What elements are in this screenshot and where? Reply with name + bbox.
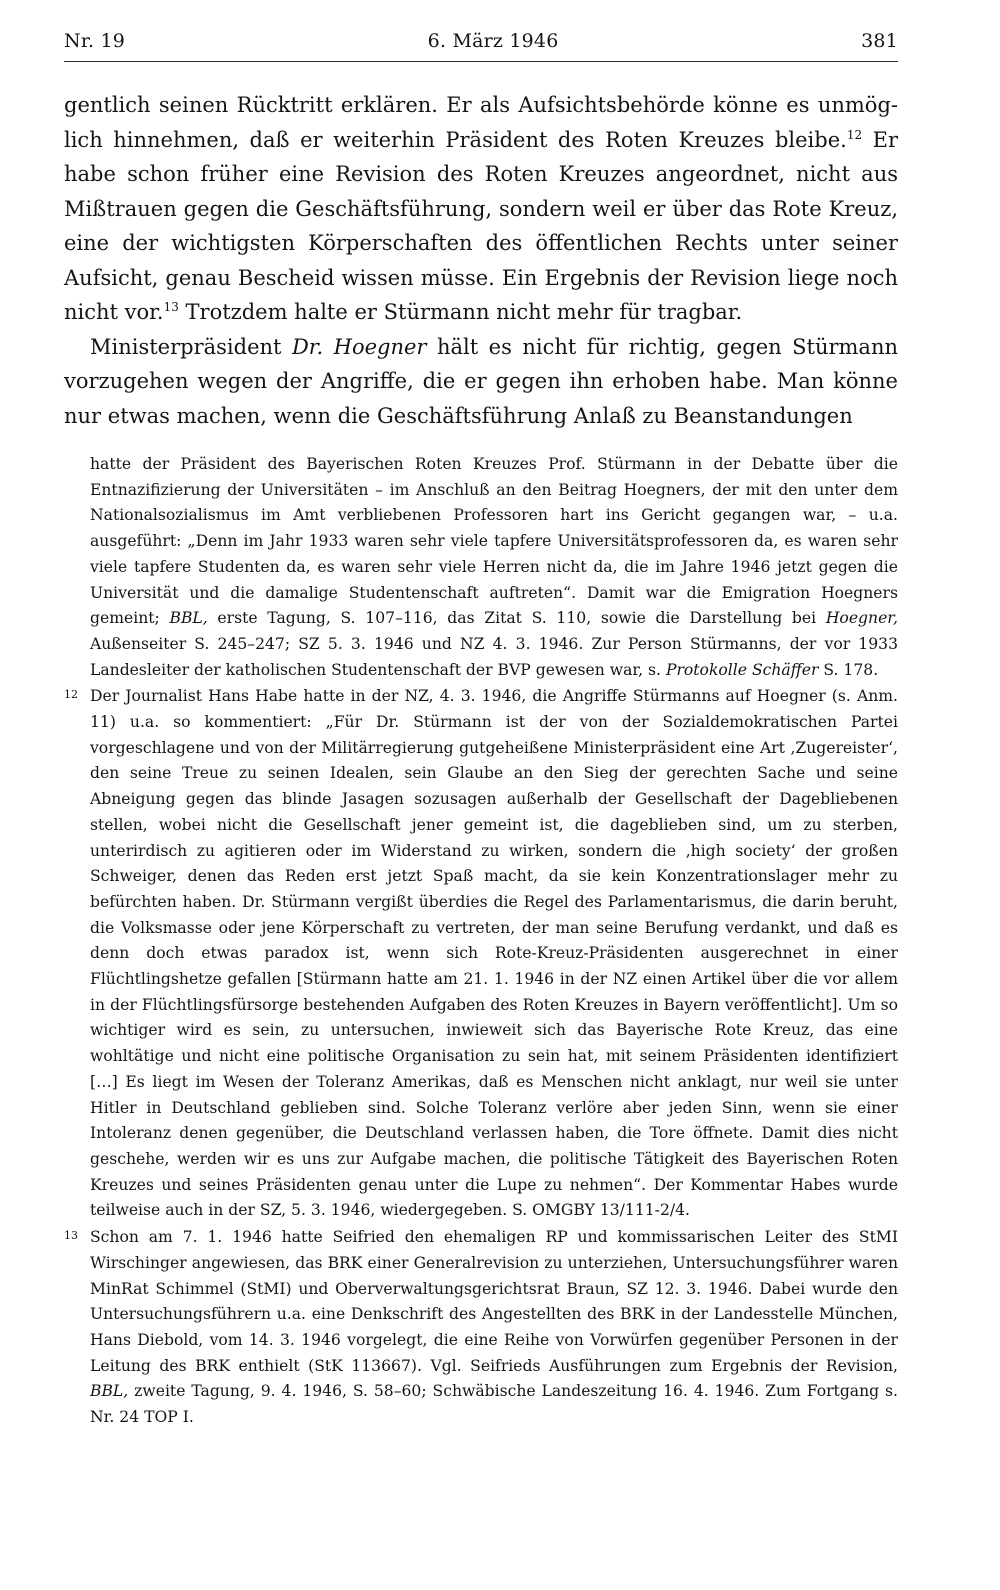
page-number: 381 — [861, 30, 898, 52]
text-run: Außenseiter S. 245–247; SZ 5. 3. 1946 und NZ 4. 3. 1946. Zur Person Stürmanns, der vor 1933 Landesleiter der katholischen Studentenschaft der BVP gewesen war, s. — [90, 634, 898, 679]
text-run: hält es nicht für richtig, gegen Stürmann vorzugehen wegen der Angriffe, die er gegen ihn erhoben habe. Man könne nur etwas machen, wenn die Geschäftsführung Anlaß zu Beanstandungen — [64, 334, 898, 428]
issue-number: Nr. 19 — [64, 30, 126, 52]
footnote-continuation — [64, 452, 898, 683]
footnote-12 — [64, 684, 898, 1224]
footnote-13 — [64, 1225, 898, 1431]
footnote-ref[interactable]: 12 — [846, 127, 863, 142]
text-run: Er habe schon früher eine Revision des Roten Kreuzes angeordnet, nicht aus Mißtrauen gegen die Geschäftsführung, sondern weil er über das Rote Kreuz, eine der wichtigsten Körperschaften des öffentlichen Rechts unter seiner Aufsicht, genau Bescheid wissen müsse. Ein Ergebnis der Revision liege noch nicht vor. — [64, 127, 899, 324]
author-name: Hoegner, — [825, 609, 898, 628]
text-run: gentlich seinen Rücktritt erklären. Er als Aufsichtsbehörde könne es unmöglich hinnehmen, daß er weiterhin Präsident des Roten Kreuzes bleibe. — [64, 93, 898, 152]
text-run: Der Journalist Hans Habe hatte in der NZ, 4. 3. 1946, die Angriffe Stürmanns auf Hoegner (s. Anm. 11) u.a. so kommentiert: „Für Dr. Stürmann ist der von der Sozialdemokratischen Partei vorgeschlagene und von der Militärregierung gutgeheißene Ministerpräsident eine Art ‚Zugereister‘, den seine Treue zu seinen Idealen, sein Glaube an den Sieg der gerechten Sache und seine Abneigung gegen das blinde Jasagen sozusagen außerhalb der Gesellschaft der Dagebliebenen stellen, wobei nicht die Gesellschaft jener gemeint ist, die dageblieben sind, um zu sterben, unterirdisch zu agitieren oder im Widerstand zu wirken, sondern die ‚high society‘ der großen Schweiger, denen das Reden erst jetzt Spaß macht, da sie kein Konzentrationslager mehr zu befürchten haben. Dr. Stürmann vergißt überdies die Regel des Parlamentarismus, die darin beruht, die Volksmasse oder jene Körperschaft zu vertreten, der man seine Berufung verdankt, und daß es denn doch etwas paradox ist, wenn sich Rote-Kreuz-Präsidenten ausgerechnet in einer Flüchtlingshetze gefallen [Stürmann hatte am 21. 1. 1946 in der NZ einen Artikel über die vor allem in der Flüchtlingsfürsorge bestehenden Aufgaben des Roten Kreuzes in Bayern veröffentlicht]. Um so wichtiger wird es sein, zu untersuchen, inwieweit sich das Bayerische Rote Kreuz, das eine wohltätige und nicht eine politische Organisation zu sein hat, mit seinem Präsidenten identifiziert […] Es liegt im Wesen der Toleranz Amerikas, daß es Menschen nicht anklagt, nur weil sie unter Hitler in Deutschland geblieben sind. Solche Toleranz verlöre aber jeden Sinn, wenn sie einer Intoleranz denen gegenüber, die Deutschland verlassen haben, die Tore öffnete. Damit dies nicht geschehe, werden wir es uns zur Aufgabe machen, die politische Tätigkeit des Bayerischen Roten Kreuzes und seines Präsidenten genau unter die Lupe zu nehmen“. Der Kommentar Habes wurde teilweise auch in der SZ, 5. 3. 1946, wiedergegeben. S. OMGBY 13/111-2/4. — [90, 687, 898, 1220]
text-run: zweite Tagung, 9. 4. 1946, S. 58–60; Schwäbische Landeszeitung 16. 4. 1946. Zum Fortgang s. Nr. 24 TOP I. — [90, 1382, 898, 1427]
footnote-number: 13 — [64, 1229, 78, 1243]
source-title: Protokolle Schäffer — [665, 660, 819, 679]
text-run: erste Tagung, S. 107–116, das Zitat S. 110, sowie die Darstellung bei — [207, 609, 826, 628]
source-abbrev: BBL, — [169, 609, 208, 628]
footnotes — [64, 452, 898, 1431]
text-run: hatte der Präsident des Bayerischen Roten Kreuzes Prof. Stürmann in der Debatte über die Entnazifizierung der Universitäten – im Anschluß an den Beitrag Hoegners, der mit den unter dem Nationalsozialismus im Amt verbliebenen Professoren hart ins Gericht gegangen war, – u.a. ausgeführt: „Denn im Jahr 1933 waren sehr viele tapfere Universitätsprofessoren da, es waren sehr viele tapfere Studenten da, es waren sehr viele Herren nicht da, die im Jahre 1946 jetzt gegen die Universität und die damalige Studentenschaft auftreten“. Damit war die Emigration Hoegners gemeint; — [90, 455, 898, 628]
speaker-name: Dr. Hoegner — [291, 334, 427, 359]
text-run: Schon am 7. 1. 1946 hatte Seifried den ehemaligen RP und kommissarischen Leiter des StMI Wirschinger angewiesen, das BRK einer Generalrevision zu unterziehen, Untersuchungsführer waren MinRat Schimmel (StMI) und Oberverwaltungsgerichtsrat Braun, SZ 12. 3. 1946. Dabei wurde den Untersuchungsführern u.a. eine Denkschrift des Angestellten des BRK in der Landesstelle München, Hans Diebold, vom 14. 3. 1946 vorgelegt, die eine Reihe von Vorwürfen gegenüber Personen in der Leitung des BRK enthielt (StK 113667). Vgl. Seifrieds Ausführungen zum Ergebnis der Revision, — [90, 1228, 898, 1375]
header-date: 6. März 1946 — [427, 30, 559, 52]
text-run: S. 178. — [818, 660, 879, 679]
main-text — [64, 88, 898, 433]
page-header — [64, 30, 898, 62]
paragraph — [64, 88, 898, 330]
paragraph — [64, 330, 898, 434]
source-abbrev: BBL, — [90, 1382, 129, 1401]
text-run: Trotzdem halte er Stürmann nicht mehr für tragbar. — [178, 300, 743, 324]
footnote-ref[interactable]: 13 — [163, 300, 179, 314]
footnote-number: 12 — [64, 688, 78, 702]
text-run: Ministerpräsident — [90, 334, 292, 359]
